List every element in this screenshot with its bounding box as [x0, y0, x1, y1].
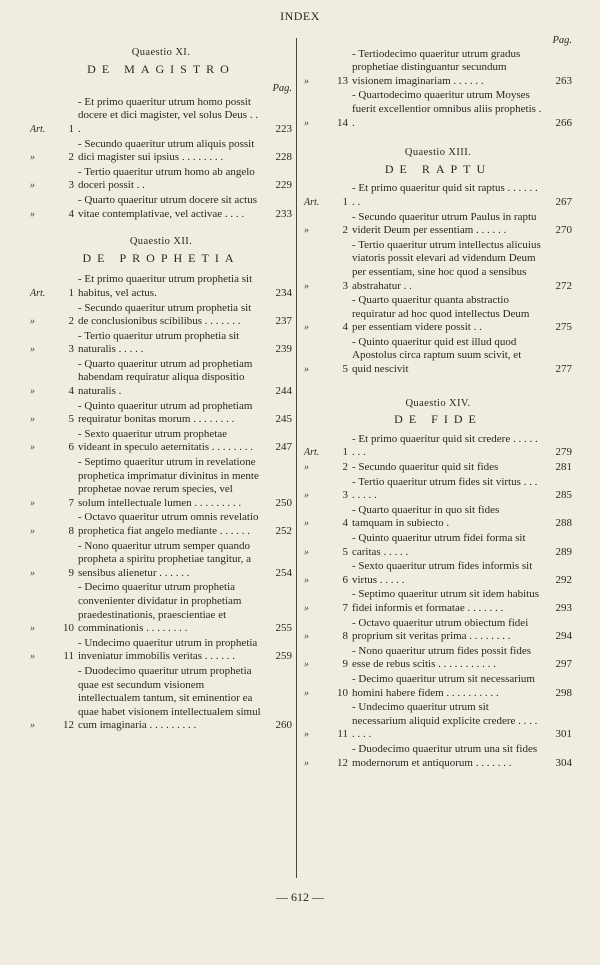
article-number: 12: [337, 756, 348, 769]
article-number: 7: [342, 601, 348, 614]
article-mark: »: [304, 518, 309, 530]
article-text: - Tertio quaeritur utrum intellectus alicuius viatoris possit elevari ad videndum Deum per essentiam, sine hoc quod a sensibus abstrahatur . .: [352, 238, 541, 292]
article-entry: [304, 182, 572, 209]
article-number: 1: [68, 122, 74, 135]
article-text: - Duodecimo quaeritur utrum prophetia quae est secundum visionem intellectualem tantum, sit eminentior ea quae habet visionem intellectualem simul cum imaginaria . . . . . . . . .: [78, 664, 261, 732]
article-entry: [30, 138, 292, 165]
article-mark: »: [304, 687, 309, 699]
article-page: 285: [555, 489, 572, 502]
article-entry: [30, 166, 292, 193]
article-page: 260: [275, 719, 292, 732]
article-number: 3: [68, 343, 74, 356]
article-page: 263: [555, 74, 572, 87]
article-mark: »: [304, 462, 309, 474]
article-mark: »: [30, 180, 35, 192]
section-heading: [30, 235, 292, 265]
page-title: INDEX: [280, 9, 320, 23]
article-text: - Tertiodecimo quaeritur utrum gradus prophetiae distinguantur secundum visionem imaginariam . . . . . .: [352, 47, 521, 87]
article-text: - Tertio quaeritur utrum prophetia sit naturalis . . . . .: [78, 329, 240, 356]
article-text: - Et primo quaeritur utrum homo possit docere et dici magister, vel solus Deus . . .: [78, 95, 259, 135]
article-number: 4: [342, 517, 348, 530]
article-mark: »: [30, 720, 35, 732]
section-quaestio-xiv: [304, 397, 572, 770]
article-entry: [304, 673, 572, 700]
article-entry: [304, 532, 572, 559]
article-mark: »: [30, 526, 35, 537]
article-entry: [304, 89, 572, 130]
article-entry: [30, 511, 292, 538]
article-mark: »: [304, 225, 309, 237]
article-number: 9: [68, 566, 74, 579]
article-page: 270: [555, 224, 572, 237]
article-text: - Secundo quaeritur quid sit fides: [352, 461, 499, 474]
article-entry: [304, 461, 572, 475]
article-number: 2: [68, 315, 74, 328]
article-mark: »: [304, 117, 309, 129]
article-text: - Duodecimo quaeritur utrum una sit fides modernorum et antiquorum . . . . . . .: [352, 742, 538, 769]
article-number: 8: [342, 630, 348, 643]
article-mark: »: [30, 344, 35, 356]
article-page: 254: [275, 566, 292, 579]
article-page: 297: [555, 658, 572, 671]
article-entry: [304, 211, 572, 238]
column-divider: [296, 38, 297, 878]
article-mark: »: [30, 414, 35, 426]
article-entry: [304, 588, 572, 615]
article-mark: »: [304, 602, 309, 614]
article-entry: [304, 560, 572, 587]
article-text: - Octavo quaeritur utrum obiectum fidei proprium sit veritas prima . . . . . . . .: [352, 616, 529, 643]
article-page: 292: [555, 573, 572, 586]
article-page: 255: [275, 622, 292, 635]
article-entry: [304, 433, 572, 460]
article-entry: [30, 358, 292, 399]
article-entry: [30, 540, 292, 581]
article-text: - Secundo quaeritur utrum aliquis possit dici magister sui ipsius . . . . . . . .: [78, 137, 255, 164]
article-number: 11: [63, 650, 74, 663]
article-entry: [304, 743, 572, 770]
article-mark: »: [304, 631, 309, 643]
section-heading: [304, 146, 572, 176]
article-mark: »: [304, 280, 309, 292]
article-text: - Et primo quaeritur quid sit credere . . . . . . . .: [352, 432, 538, 459]
article-number: 6: [342, 573, 348, 586]
section-heading: [304, 397, 572, 427]
page-number: — 612 —: [276, 890, 324, 904]
section-title: DE FIDE: [394, 412, 482, 427]
article-entry: [304, 701, 572, 742]
article-number: 1: [68, 286, 74, 299]
article-entry: [304, 294, 572, 335]
right-column: [304, 35, 572, 905]
pag-label: Pag.: [272, 83, 292, 95]
quaestio-label: Quaestio XIII.: [404, 147, 472, 159]
article-number: 11: [337, 728, 348, 741]
section-heading: [30, 46, 292, 76]
article-number: 1: [342, 195, 348, 208]
article-text: - Septimo quaeritur utrum sit idem habitus fidei informis et formatae . . . . . . .: [352, 588, 539, 614]
article-number: 9: [342, 658, 348, 671]
article-page: 229: [275, 179, 292, 192]
article-number: 13: [337, 74, 348, 87]
article-page: 259: [275, 650, 292, 663]
article-text: - Quinto quaeritur utrum fidei forma sit caritas . . . . .: [352, 532, 526, 558]
article-page: 281: [555, 461, 572, 474]
article-page: 277: [555, 363, 572, 376]
article-number: 12: [63, 719, 74, 732]
article-number: 2: [342, 461, 348, 474]
article-text: - Decimo quaeritur utrum prophetia convenienter dividatur in prophetiam praedestinationis, praescientiae et comminationis . . . . . . . .: [78, 581, 242, 635]
article-mark: »: [304, 659, 309, 671]
article-page: 247: [275, 441, 292, 454]
article-text: - Decimo quaeritur utrum sit necessarium homini habere fidem . . . . . . . . . .: [352, 672, 535, 699]
article-page: 234: [275, 286, 292, 299]
article-mark: »: [30, 152, 35, 164]
article-text: - Sexto quaeritur utrum fides informis sit virtus . . . . .: [352, 560, 533, 586]
article-entry: [304, 48, 572, 89]
article-text: - Undecimo quaeritur utrum in prophetia inveniatur immobilis veritas . . . . . .: [78, 636, 258, 663]
article-number: 4: [68, 385, 74, 398]
article-number: 10: [337, 686, 348, 699]
article-entry: [304, 645, 572, 672]
section-title: DE PROPHETIA: [82, 250, 240, 265]
article-number: 3: [342, 489, 348, 502]
article-mark: »: [304, 546, 309, 558]
article-text: - Septimo quaeritur utrum in revelatione prophetica imprimatur divinitus in mente prophetae novae rerum species, vel solum intellectuale lumen . . . . . . . . .: [78, 456, 259, 509]
article-mark: Art.: [304, 447, 320, 459]
article-mark: »: [30, 567, 35, 579]
article-entry: [30, 96, 292, 137]
article-entry: [304, 476, 572, 503]
article-page: 272: [555, 279, 572, 292]
article-page: 279: [555, 446, 572, 459]
article-number: 3: [68, 179, 74, 192]
article-mark: »: [30, 497, 35, 509]
article-entry: [30, 273, 292, 300]
article-page: 239: [275, 343, 292, 356]
article-mark: »: [304, 364, 309, 376]
article-number: 5: [342, 363, 348, 376]
article-text: - Quinto quaeritur quid est illud quod Apostolus circa raptum suum scivit, et quid nescivit: [352, 335, 522, 376]
article-text: - Et primo quaeritur quid sit raptus . . . . . . . .: [352, 182, 538, 208]
article-entry: [30, 302, 292, 329]
article-text: - Quarto quaeritur in quo sit fides tamquam in subiecto .: [352, 503, 500, 530]
left-column: [30, 38, 292, 905]
article-mark: »: [304, 322, 309, 334]
article-mark: Art.: [304, 196, 320, 208]
article-entry: [304, 504, 572, 531]
article-number: 5: [342, 545, 348, 558]
article-text: - Quarto quaeritur utrum ad prophetiam habendam requiratur aliqua dispositio naturalis .: [78, 357, 253, 398]
article-mark: »: [304, 729, 309, 741]
article-entry: [304, 617, 572, 644]
article-page: 233: [275, 207, 292, 220]
article-number: 6: [68, 441, 74, 454]
article-page: 267: [555, 195, 572, 208]
article-mark: Art.: [30, 287, 46, 299]
article-entry: [30, 194, 292, 221]
article-entry: [30, 665, 292, 733]
article-entry: [30, 330, 292, 357]
article-text: - Quinto quaeritur utrum ad prophetiam requiratur bonitas morum . . . . . . . .: [78, 399, 253, 426]
article-page: 288: [555, 517, 572, 530]
section-quaestio-xiii: [304, 146, 572, 377]
quaestio-label: Quaestio XIV.: [405, 397, 471, 409]
article-text: - Nono quaeritur utrum semper quando propheta a spiritu prophetiae tangitur, a sensibus alienetur . . . . . .: [78, 539, 252, 579]
article-text: - Quartodecimo quaeritur utrum Moyses fuerit excellentior omnibus aliis prophetis . .: [352, 89, 542, 129]
article-page: 245: [275, 413, 292, 426]
article-page: 298: [555, 686, 572, 699]
article-text: - Undecimo quaeritur utrum sit necessarium aliquid explicite credere . . . . . . . .: [352, 701, 538, 741]
article-page: 223: [275, 122, 292, 135]
article-mark: »: [304, 490, 309, 502]
article-entry: [30, 428, 292, 455]
article-entry: [30, 581, 292, 635]
article-text: - Tertio quaeritur utrum fides sit virtus . . . . . . . .: [352, 475, 538, 502]
article-text: - Quarto quaeritur quanta abstractio requiratur ad hoc quod intellectus Deum per essentiam videre possit . .: [352, 294, 530, 334]
article-page: 301: [555, 728, 572, 741]
article-number: 1: [342, 446, 348, 459]
article-entry: [304, 336, 572, 377]
article-mark: »: [30, 316, 35, 328]
article-text: - Nono quaeritur utrum fides possit fides esse de rebus scitis . . . . . . . . . . .: [352, 644, 532, 671]
article-number: 8: [68, 525, 74, 537]
section-quaestio-xi: [30, 46, 292, 221]
article-mark: »: [30, 623, 35, 635]
article-page: 293: [555, 601, 572, 614]
article-page: 237: [275, 315, 292, 328]
article-number: 2: [68, 151, 74, 164]
article-page: 294: [555, 630, 572, 643]
article-page: 275: [555, 321, 572, 334]
article-page: 252: [275, 525, 292, 537]
article-number: 14: [337, 116, 348, 129]
article-entry: [304, 239, 572, 293]
article-number: 4: [342, 321, 348, 334]
article-mark: Art.: [30, 123, 46, 135]
article-entry: [30, 637, 292, 664]
article-mark: »: [304, 757, 309, 769]
section-title: DE RAPTU: [384, 161, 492, 176]
quaestio-label: Quaestio XII.: [129, 236, 193, 248]
article-mark: »: [30, 651, 35, 663]
article-number: 4: [68, 207, 74, 220]
article-mark: »: [30, 442, 35, 454]
section-quaestio-xii: [30, 235, 292, 733]
article-text: - Sexto quaeritur utrum prophetae videant in speculo aeternitatis . . . . . . . .: [78, 427, 254, 454]
article-text: - Octavo quaeritur utrum omnis revelatio prophetica fiat angelo mediante . . . . . .: [78, 511, 259, 537]
article-page: 250: [275, 496, 292, 509]
article-entry: [30, 400, 292, 427]
article-page: 266: [555, 116, 572, 129]
article-mark: »: [304, 75, 309, 87]
article-page: 289: [555, 545, 572, 558]
article-number: 7: [68, 496, 74, 509]
article-number: 10: [63, 622, 74, 635]
quaestio-label: Quaestio XI.: [131, 47, 191, 58]
article-text: - Secundo quaeritur utrum Paulus in raptu viderit Deum per essentiam . . . . . .: [352, 210, 537, 237]
article-text: - Tertio quaeritur utrum homo ab angelo doceri possit . .: [78, 165, 255, 192]
article-mark: »: [304, 574, 309, 586]
article-text: - Secundo quaeritur utrum prophetia sit de conclusionibus scibilibus . . . . . . .: [78, 301, 252, 328]
article-text: - Et primo quaeritur utrum prophetia sit habitus, vel actus.: [78, 273, 253, 299]
article-entry: [30, 456, 292, 510]
section-title: DE MAGISTRO: [87, 61, 235, 76]
article-page: 304: [555, 756, 572, 769]
article-mark: »: [30, 386, 35, 398]
article-number: 2: [342, 224, 348, 237]
article-text: - Quarto quaeritur utrum docere sit actus vitae contemplativae, vel activae . . . .: [78, 193, 257, 220]
article-number: 5: [68, 413, 74, 426]
pag-label: Pag.: [552, 35, 572, 46]
article-page: 228: [275, 151, 292, 164]
article-page: 244: [275, 385, 292, 398]
article-number: 3: [342, 279, 348, 292]
article-mark: »: [30, 208, 35, 220]
